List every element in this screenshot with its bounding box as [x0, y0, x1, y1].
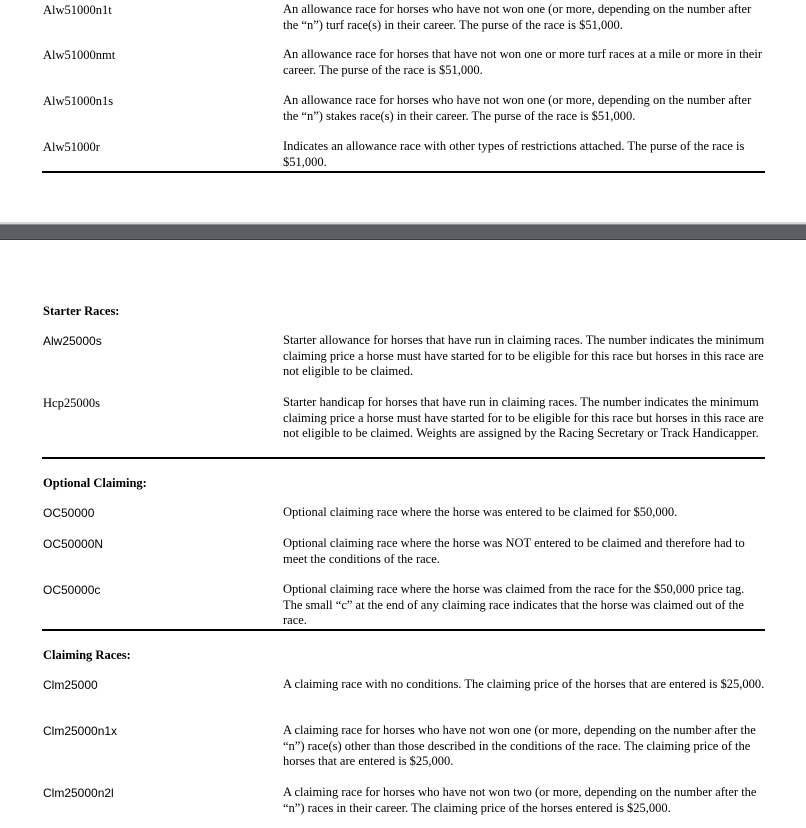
- desc-alw51000n1t: An allowance race for horses who have not won one (or more, depending on the number after the “n”) turf race(s) in their career. The purse of the race is $51,000.: [283, 2, 752, 32]
- term-alw51000r: Alw51000r: [43, 140, 100, 154]
- document-page-top: [0, 0, 806, 222]
- term-clm25000n2l: Clm25000n2l: [43, 786, 114, 800]
- term-clm25000: Clm25000: [43, 678, 98, 692]
- desc-hcp25000s: Starter handicap for horses that have run in claiming races. The number indicates the minimum claiming price a horse must have started for to be eligible for this race but horses in this race are not eligible to be claimed. Weights are assigned by the Racing Secretary or Track Handicapper.: [283, 395, 764, 440]
- desc-oc50000: Optional claiming race where the horse was entered to be claimed for $50,000.: [283, 505, 678, 519]
- desc-alw51000n1s: An allowance race for horses who have not won one (or more, depending on the number after the “n”) stakes race(s) in their career. The purse of the race is $51,000.: [283, 93, 752, 123]
- section-divider: [42, 171, 765, 173]
- desc-oc50000c: Optional claiming race where the horse was claimed from the race for the $50,000 price tag. The small “c” at the end of any claiming race indicates that the horse was claimed out of the race.: [283, 582, 782, 627]
- section-divider: [42, 629, 765, 631]
- section-divider: [42, 457, 765, 459]
- term-hcp25000s: Hcp25000s: [43, 396, 100, 410]
- term-oc50000n: OC50000N: [43, 537, 104, 551]
- term-clm25000n1x: Clm25000n1x: [43, 724, 118, 738]
- term-oc50000c: OC50000c: [43, 583, 101, 597]
- desc-alw25000s: Starter allowance for horses that have run in claiming races. The number indicates the minimum claiming price a horse must have started for to be eligible for this race but horses in this race are not eligible to be claimed.: [283, 333, 765, 378]
- page-break-bar: [0, 224, 806, 240]
- desc-alw51000r: Indicates an allowance race with other types of restrictions attached. The purse of the race is $51,000.: [283, 139, 745, 169]
- term-alw51000n1s: Alw51000n1s: [43, 94, 114, 108]
- heading-starter-races: Starter Races:: [43, 304, 120, 318]
- heading-optional-claiming: Optional Claiming:: [43, 476, 147, 490]
- heading-claiming-races: Claiming Races:: [43, 648, 131, 662]
- term-alw51000n1t: Alw51000n1t: [43, 3, 112, 17]
- desc-alw51000nmt: An allowance race for horses that have not won one or more turf races at a mile or more in their career. The purse of the race is $51,000.: [283, 47, 762, 77]
- desc-clm25000: A claiming race with no conditions. The claiming price of the horses that are entered is $25,000.: [283, 677, 765, 691]
- desc-clm25000n1x: A claiming race for horses who have not won one (or more, depending on the number after the “n”) race(s) other than those described in the conditions of the race. The claiming price of the horses that are entered is $25,000.: [283, 723, 756, 768]
- desc-clm25000n2l: A claiming race for horses who have not won two (or more, depending on the number after the “n”) races in their career. The claiming price of the horses entered is $25,000.: [283, 785, 757, 815]
- document-page-bottom: [0, 240, 806, 828]
- desc-oc50000n: Optional claiming race where the horse was NOT entered to be claimed and therefore had to meet the conditions of the race.: [283, 536, 745, 566]
- term-alw25000s: Alw25000s: [43, 334, 102, 348]
- term-oc50000: OC50000: [43, 506, 95, 520]
- term-alw51000nmt: Alw51000nmt: [43, 48, 116, 62]
